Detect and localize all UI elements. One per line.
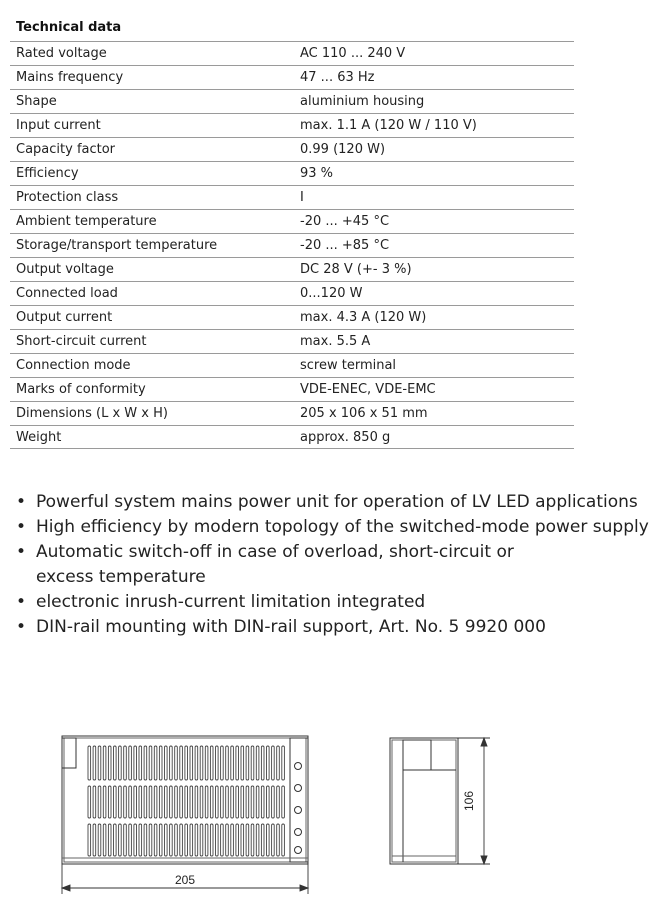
vent-slot: [175, 746, 178, 780]
vent-slot: [210, 746, 213, 780]
row-label: Storage/transport temperature: [16, 238, 218, 253]
vent-slot: [246, 746, 249, 780]
row-label: Input current: [16, 118, 101, 133]
vent-slot: [185, 824, 188, 856]
vent-slot: [236, 786, 239, 818]
table-row: [10, 113, 574, 137]
row-value: VDE-ENEC, VDE-EMC: [300, 382, 436, 397]
technical-drawing: [0, 720, 574, 900]
feature-text: Automatic switch-off in case of overload, short-circuit or excess temperature: [36, 542, 514, 587]
housing-top-view: [62, 736, 308, 864]
row-label: Marks of conformity: [16, 382, 146, 397]
vent-slot: [195, 746, 198, 780]
row-label: Protection class: [16, 190, 119, 205]
vent-slot: [272, 824, 275, 856]
vent-slot: [216, 746, 219, 780]
vent-slot: [88, 786, 91, 818]
vent-slot: [180, 786, 183, 818]
table-row: [10, 329, 574, 353]
row-value: DC 28 V (+- 3 %): [300, 262, 412, 277]
housing-side-view: [390, 738, 458, 864]
vent-slot: [149, 786, 152, 818]
vent-slot: [272, 786, 275, 818]
vent-slot: [200, 824, 203, 856]
row-label: Connection mode: [16, 358, 131, 373]
vent-slot: [129, 824, 132, 856]
vent-slot: [216, 824, 219, 856]
feature-item: [12, 515, 649, 540]
vent-slot: [108, 786, 111, 818]
feature-text: High efficiency by modern topology of the switched-mode power supply: [36, 517, 649, 537]
vent-slot: [154, 824, 157, 856]
vent-slot: [205, 746, 208, 780]
vent-slot: [180, 824, 183, 856]
vent-slot: [277, 824, 280, 856]
feature-item: [12, 540, 561, 590]
row-label: Weight: [16, 430, 62, 445]
vent-slot: [144, 824, 147, 856]
vent-slot: [180, 746, 183, 780]
vent-slot: [185, 746, 188, 780]
vent-slot: [185, 786, 188, 818]
row-value: approx. 850 g: [300, 430, 391, 445]
vent-slot: [231, 786, 234, 818]
vent-slot: [256, 786, 259, 818]
vent-slot: [149, 824, 152, 856]
vent-slot: [236, 824, 239, 856]
table-row: [10, 185, 574, 209]
vent-slot: [241, 824, 244, 856]
vent-slot: [241, 746, 244, 780]
vent-slot: [88, 746, 91, 780]
vent-slot: [175, 824, 178, 856]
vent-slot: [231, 824, 234, 856]
bullet-icon: •: [16, 617, 27, 637]
vent-slot: [205, 786, 208, 818]
feature-text: DIN-rail mounting with DIN-rail support, Art. No. 5 9920 000: [36, 617, 546, 637]
vent-slot: [103, 786, 106, 818]
vent-slot: [98, 786, 101, 818]
vent-slot: [175, 786, 178, 818]
vent-slot: [190, 786, 193, 818]
row-label: Efficiency: [16, 166, 79, 181]
row-value: 93 %: [300, 166, 334, 181]
vent-slot: [114, 824, 117, 856]
vent-slot: [267, 746, 270, 780]
vent-slot: [149, 746, 152, 780]
vent-slot: [139, 786, 142, 818]
table-row: [10, 257, 574, 281]
vent-slot: [221, 746, 224, 780]
vent-slot: [261, 746, 264, 780]
vent-slot: [159, 824, 162, 856]
vent-slot: [231, 746, 234, 780]
row-value: max. 1.1 A (120 W / 110 V): [300, 118, 477, 133]
table-row: [10, 281, 574, 305]
vent-slot: [114, 786, 117, 818]
vent-slot: [205, 824, 208, 856]
vent-slot: [144, 786, 147, 818]
row-label: Output current: [16, 310, 113, 325]
row-label: Mains frequency: [16, 70, 124, 85]
vent-slot: [256, 746, 259, 780]
vent-slot: [282, 746, 285, 780]
vent-slot: [119, 746, 122, 780]
vent-slot: [170, 786, 173, 818]
row-label: Output voltage: [16, 262, 114, 277]
vent-slot: [88, 824, 91, 856]
vent-slot: [282, 786, 285, 818]
table-row: [10, 41, 574, 65]
row-label: Short-circuit current: [16, 334, 147, 349]
row-value: -20 ... +45 °C: [300, 214, 390, 229]
row-label: Ambient temperature: [16, 214, 157, 229]
table-row: [10, 209, 574, 233]
vent-slot: [190, 746, 193, 780]
vent-slot: [282, 824, 285, 856]
vent-slots: [88, 746, 284, 856]
vent-slot: [226, 824, 229, 856]
vent-slot: [93, 824, 96, 856]
vent-slot: [200, 786, 203, 818]
vent-slot: [190, 824, 193, 856]
vent-slot: [170, 746, 173, 780]
vent-slot: [277, 746, 280, 780]
row-label: Connected load: [16, 286, 118, 301]
table-row: [10, 305, 574, 329]
row-value: 205 x 106 x 51 mm: [300, 406, 428, 421]
vent-slot: [216, 786, 219, 818]
vent-slot: [139, 746, 142, 780]
vent-slot: [124, 786, 127, 818]
vent-slot: [226, 746, 229, 780]
vent-slot: [256, 824, 259, 856]
vent-slot: [108, 824, 111, 856]
vent-slot: [165, 786, 168, 818]
vent-slot: [261, 786, 264, 818]
vent-slot: [114, 746, 117, 780]
feature-text: electronic inrush-current limitation integrated: [36, 592, 426, 612]
row-value: I: [300, 190, 304, 205]
vent-slot: [165, 746, 168, 780]
row-label: Capacity factor: [16, 142, 116, 157]
vent-slot: [246, 786, 249, 818]
vent-slot: [221, 824, 224, 856]
vent-slot: [154, 746, 157, 780]
vent-slot: [134, 746, 137, 780]
feature-text: Powerful system mains power unit for operation of LV LED applications: [36, 492, 638, 512]
vent-slot: [98, 824, 101, 856]
vent-slot: [251, 824, 254, 856]
bullet-icon: •: [16, 492, 27, 512]
row-value: 47 ... 63 Hz: [300, 70, 375, 85]
vent-slot: [129, 746, 132, 780]
vent-slot: [108, 746, 111, 780]
vent-slot: [144, 746, 147, 780]
bullet-icon: •: [16, 592, 27, 612]
vent-slot: [134, 786, 137, 818]
vent-slot: [267, 824, 270, 856]
vent-slot: [170, 824, 173, 856]
vent-slot: [195, 786, 198, 818]
table-row: [10, 377, 574, 401]
vent-slot: [103, 824, 106, 856]
table-row: [10, 137, 574, 161]
table-row: [10, 89, 574, 113]
vent-slot: [119, 824, 122, 856]
bullet-icon: •: [16, 517, 27, 537]
vent-slot: [134, 824, 137, 856]
table-row: [10, 401, 574, 425]
technical-data-table: [10, 41, 574, 449]
feature-item: [12, 590, 574, 615]
vent-slot: [210, 824, 213, 856]
vent-slot: [236, 746, 239, 780]
vent-slot: [261, 824, 264, 856]
row-value: AC 110 ... 240 V: [300, 46, 406, 61]
feature-list: [12, 490, 649, 640]
vent-slot: [159, 746, 162, 780]
row-value: 0...120 W: [300, 286, 363, 301]
vent-slot: [272, 746, 275, 780]
vent-slot: [165, 824, 168, 856]
row-value: max. 4.3 A (120 W): [300, 310, 427, 325]
feature-item: [12, 490, 638, 515]
bullet-icon: •: [16, 542, 27, 562]
row-value: -20 ... +85 °C: [300, 238, 390, 253]
feature-item: [12, 615, 574, 640]
vent-slot: [267, 786, 270, 818]
table-row: [10, 353, 574, 377]
vent-slot: [98, 746, 101, 780]
table-row: [10, 233, 574, 257]
vent-slot: [246, 824, 249, 856]
vent-slot: [221, 786, 224, 818]
vent-slot: [241, 786, 244, 818]
vent-slot: [200, 746, 203, 780]
row-label: Rated voltage: [16, 46, 107, 61]
vent-slot: [277, 786, 280, 818]
row-value: screw terminal: [300, 358, 397, 373]
vent-slot: [210, 786, 213, 818]
vent-slot: [119, 786, 122, 818]
vent-slot: [93, 746, 96, 780]
length-dimension-label: 205: [174, 873, 196, 887]
row-value: aluminium housing: [300, 94, 425, 109]
vent-slot: [195, 824, 198, 856]
vent-slot: [103, 746, 106, 780]
vent-slot: [159, 786, 162, 818]
table-row: [10, 161, 574, 185]
vent-slot: [251, 786, 254, 818]
row-label: Dimensions (L x W x H): [16, 406, 168, 421]
row-value: 0.99 (120 W): [300, 142, 386, 157]
vent-slot: [139, 824, 142, 856]
vent-slot: [93, 786, 96, 818]
technical-data-title: Technical data: [16, 20, 122, 35]
table-row: [10, 425, 574, 449]
vent-slot: [251, 746, 254, 780]
row-value: max. 5.5 A: [300, 334, 371, 349]
vent-slot: [129, 786, 132, 818]
vent-slot: [154, 786, 157, 818]
vent-slot: [226, 786, 229, 818]
table-row: [10, 65, 574, 89]
vent-slot: [124, 746, 127, 780]
row-label: Shape: [16, 94, 57, 109]
height-dimension-label: 106: [462, 790, 476, 812]
vent-slot: [124, 824, 127, 856]
